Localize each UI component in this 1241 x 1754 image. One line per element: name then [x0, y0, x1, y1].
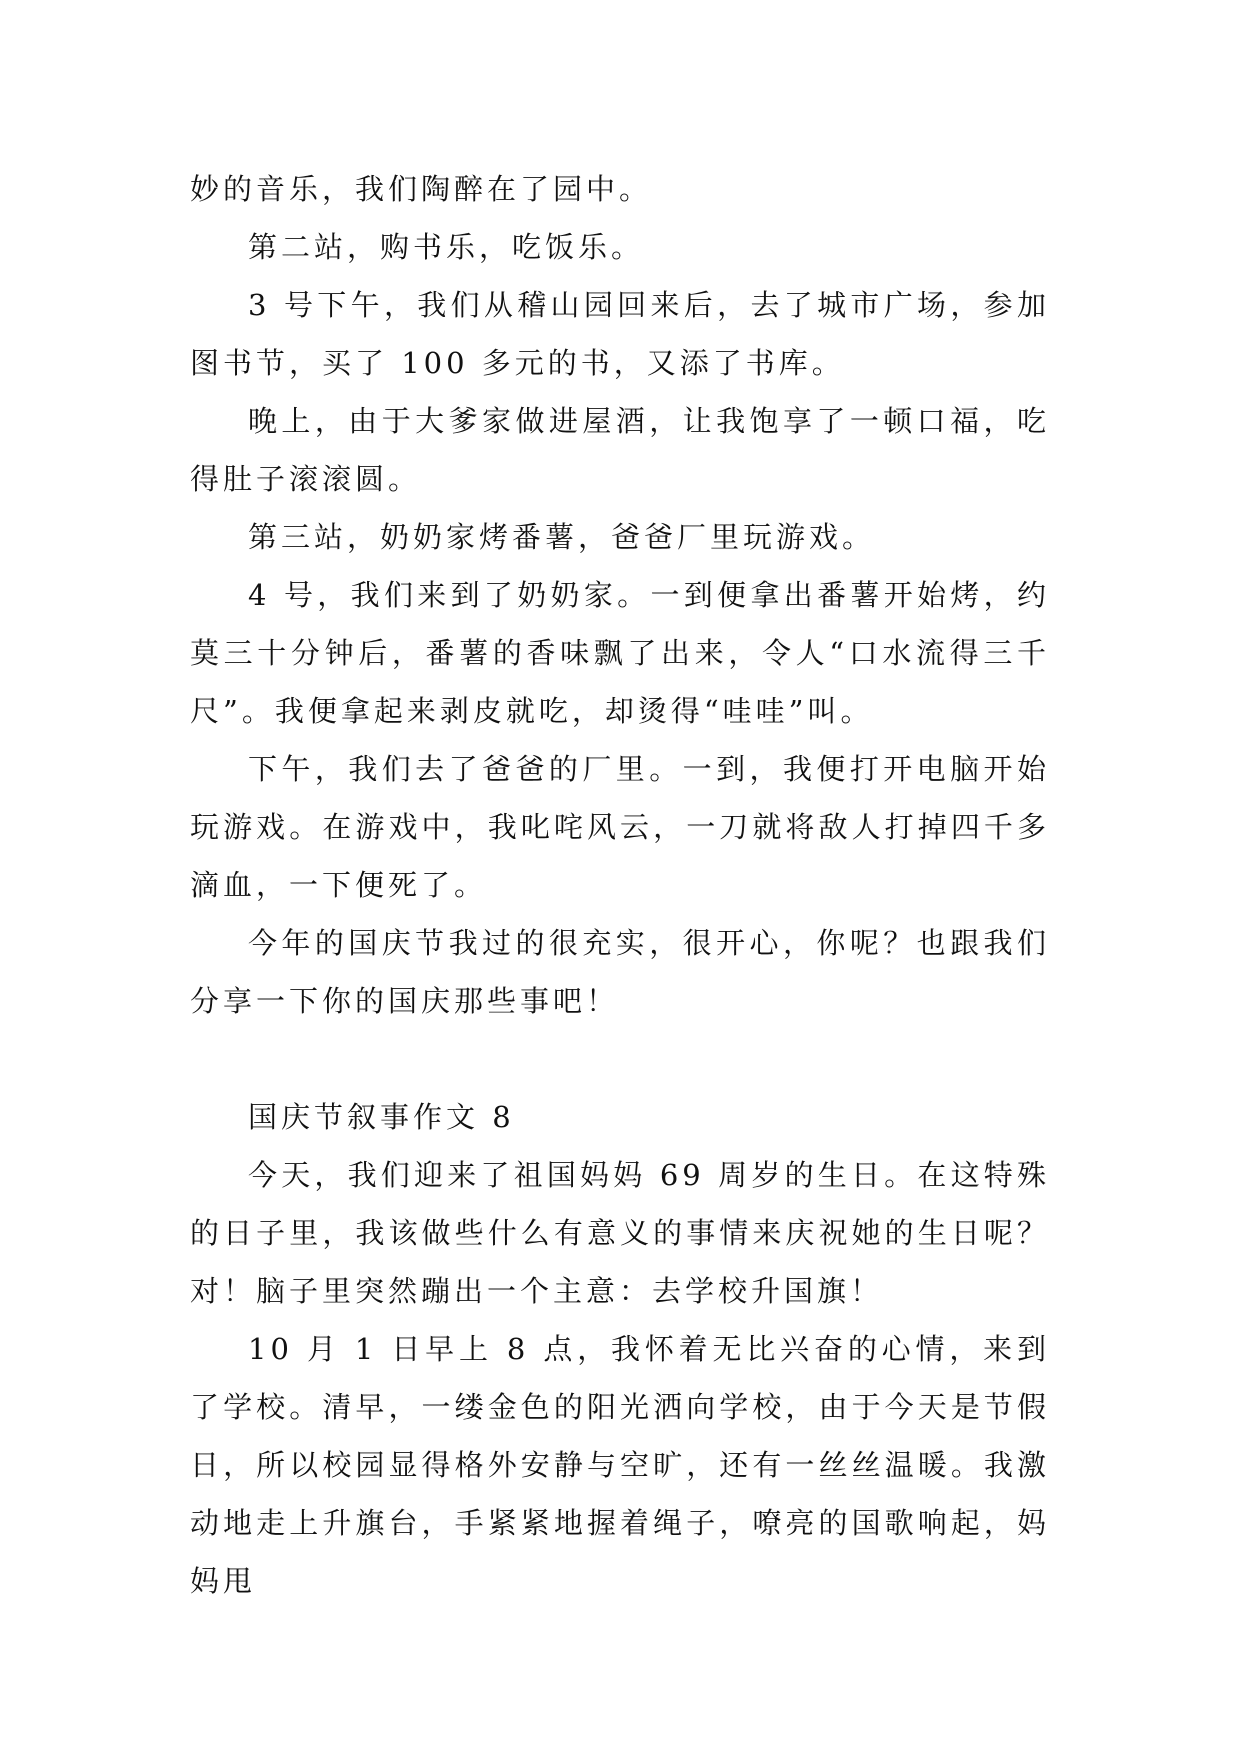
- section-spacer: [190, 1030, 1050, 1088]
- paragraph: 今天，我们迎来了祖国妈妈 69 周岁的生日。在这特殊的日子里，我该做些什么有意义的事情来庆祝她的生日呢？对！脑子里突然蹦出一个主意：去学校升国旗！: [190, 1158, 1050, 1308]
- section-title: 国庆节叙事作文 8: [248, 1100, 515, 1134]
- paragraph: 妙的音乐，我们陶醉在了园中。: [190, 172, 653, 206]
- paragraph: 第二站，购书乐，吃饭乐。: [248, 230, 645, 264]
- paragraph: 3 号下午，我们从稽山园回来后，去了城市广场，参加图书节，买了 100 多元的书，又添了书库。: [190, 288, 1050, 380]
- paragraph: 10 月 1 日早上 8 点，我怀着无比兴奋的心情，来到了学校。清早，一缕金色的阳光洒向学校，由于今天是节假日，所以校园显得格外安静与空旷，还有一丝丝温暖。我激动地走上升旗台，手紧紧地握着绳子，嘹亮的国歌响起，妈妈甩: [190, 1332, 1050, 1598]
- paragraph: 下午，我们去了爸爸的厂里。一到，我便打开电脑开始玩游戏。在游戏中，我叱咤风云，一刀就将敌人打掉四千多滴血，一下便死了。: [190, 752, 1050, 902]
- paragraph: 4 号，我们来到了奶奶家。一到便拿出番薯开始烤，约莫三十分钟后，番薯的香味飘了出来，令人“口水流得三千尺”。我便拿起来剥皮就吃，却烫得“哇哇”叫。: [190, 578, 1050, 728]
- paragraph: 晚上，由于大爹家做进屋酒，让我饱享了一顿口福，吃得肚子滚滚圆。: [190, 404, 1050, 496]
- paragraph: 第三站，奶奶家烤番薯，爸爸厂里玩游戏。: [248, 520, 876, 554]
- paragraph: 今年的国庆节我过的很充实，很开心，你呢？也跟我们分享一下你的国庆那些事吧！: [190, 926, 1050, 1018]
- document-body: [190, 160, 1050, 1610]
